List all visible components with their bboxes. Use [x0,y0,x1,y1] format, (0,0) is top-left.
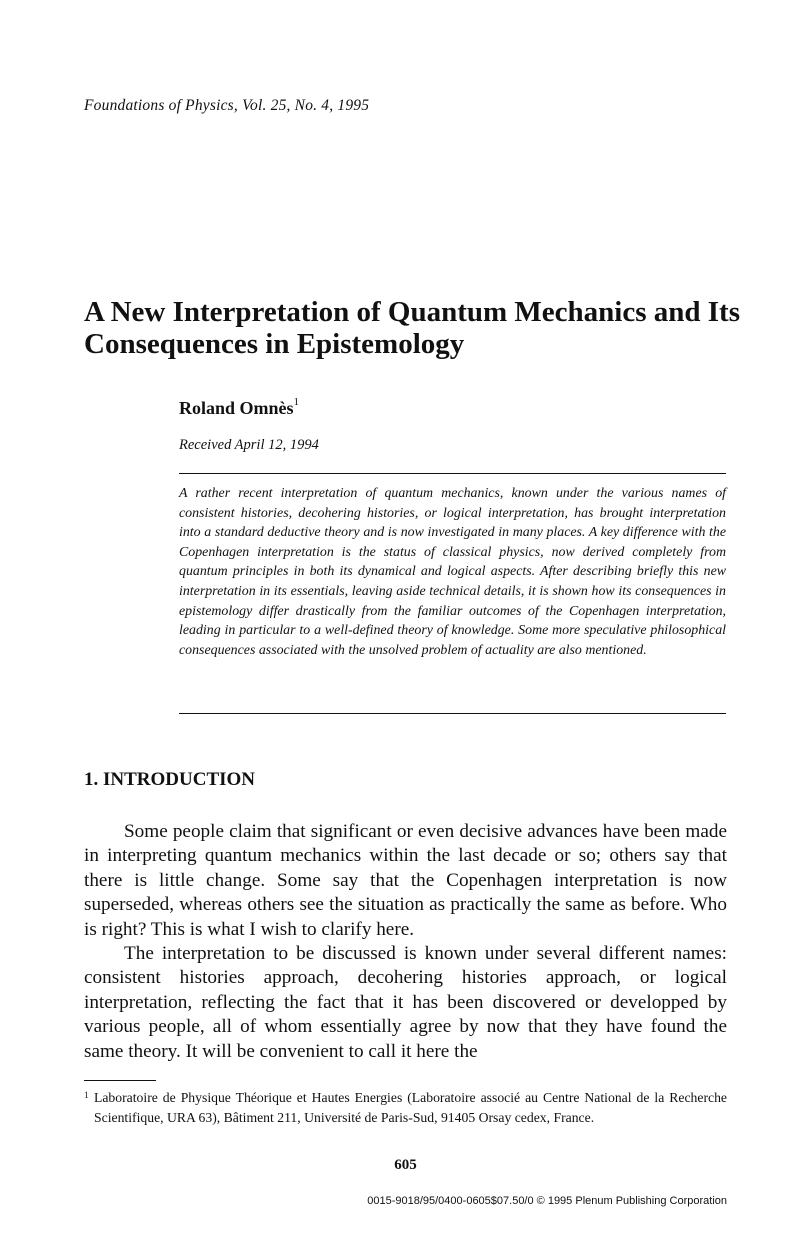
footnote-mark: 1 [84,1090,89,1100]
received-date: Received April 12, 1994 [179,437,319,453]
abstract: A rather recent interpretation of quantum mechanics, known under the various names of consistent histories, decohering histories, or logical interpretation, has brought interpretation into a standard deductive theory and is now investigated in many places. A key difference with the Copenhagen interpretation is the status of classical physics, now derived completely from quantum principles in both its dynamical and logical aspects. After describing briefly this new interpretation in its essentials, leaving aside technical details, it is shown how its consequences in epistemology differ drastically from the familiar outcomes of the Copenhagen interpretation, leading in particular to a well-defined theory of knowledge. Some more speculative philosophical consequences associated with the unsolved problem of actuality are also mentioned. [179,486,726,658]
copyright-line: 0015-9018/95/0400-0605$07.50/0 © 1995 Plenum Publishing Corporation [367,1195,727,1207]
abstract-bottom-rule [179,713,726,714]
body-text [84,820,727,1064]
footnote-rule [84,1080,156,1081]
author-name: Roland Omnès [179,398,294,418]
paragraph: The interpretation to be discussed is known under several different names: consistent histories approach, decohering histories approach, or logical interpretation, reflecting the fact that it has been discovered or developped by various people, all of whom essentially agree by now that they have found the same theory. It will be convenient to call it here the [84,943,727,1062]
footnote-text: Laboratoire de Physique Théorique et Hautes Energies (Laboratoire associé au Centre National de la Recherche Scientifique, URA 63), Bâtiment 211, Université de Paris-Sud, 91405 Orsay cedex, France. [94,1090,727,1125]
author-footnote-mark: 1 [293,396,300,408]
abstract-top-rule [179,473,726,474]
journal-citation: Foundations of Physics, Vol. 25, No. 4, 1995 [84,97,370,114]
article-title: A New Interpretation of Quantum Mechanics and Its Consequences in Epistemology [84,296,740,360]
paragraph: Some people claim that significant or even decisive advances have been made in interpreting quantum mechanics within the last decade or so; others say that there is little change. Some say that the Copenhagen interpretation is now superseded, whereas others see the situation as practically the same as before. Who is right? This is what I wish to clarify here. [84,821,727,940]
section-heading: 1. INTRODUCTION [84,769,256,790]
footnote [84,1088,727,1128]
page-number: 605 [394,1157,417,1173]
author-line [179,398,299,419]
